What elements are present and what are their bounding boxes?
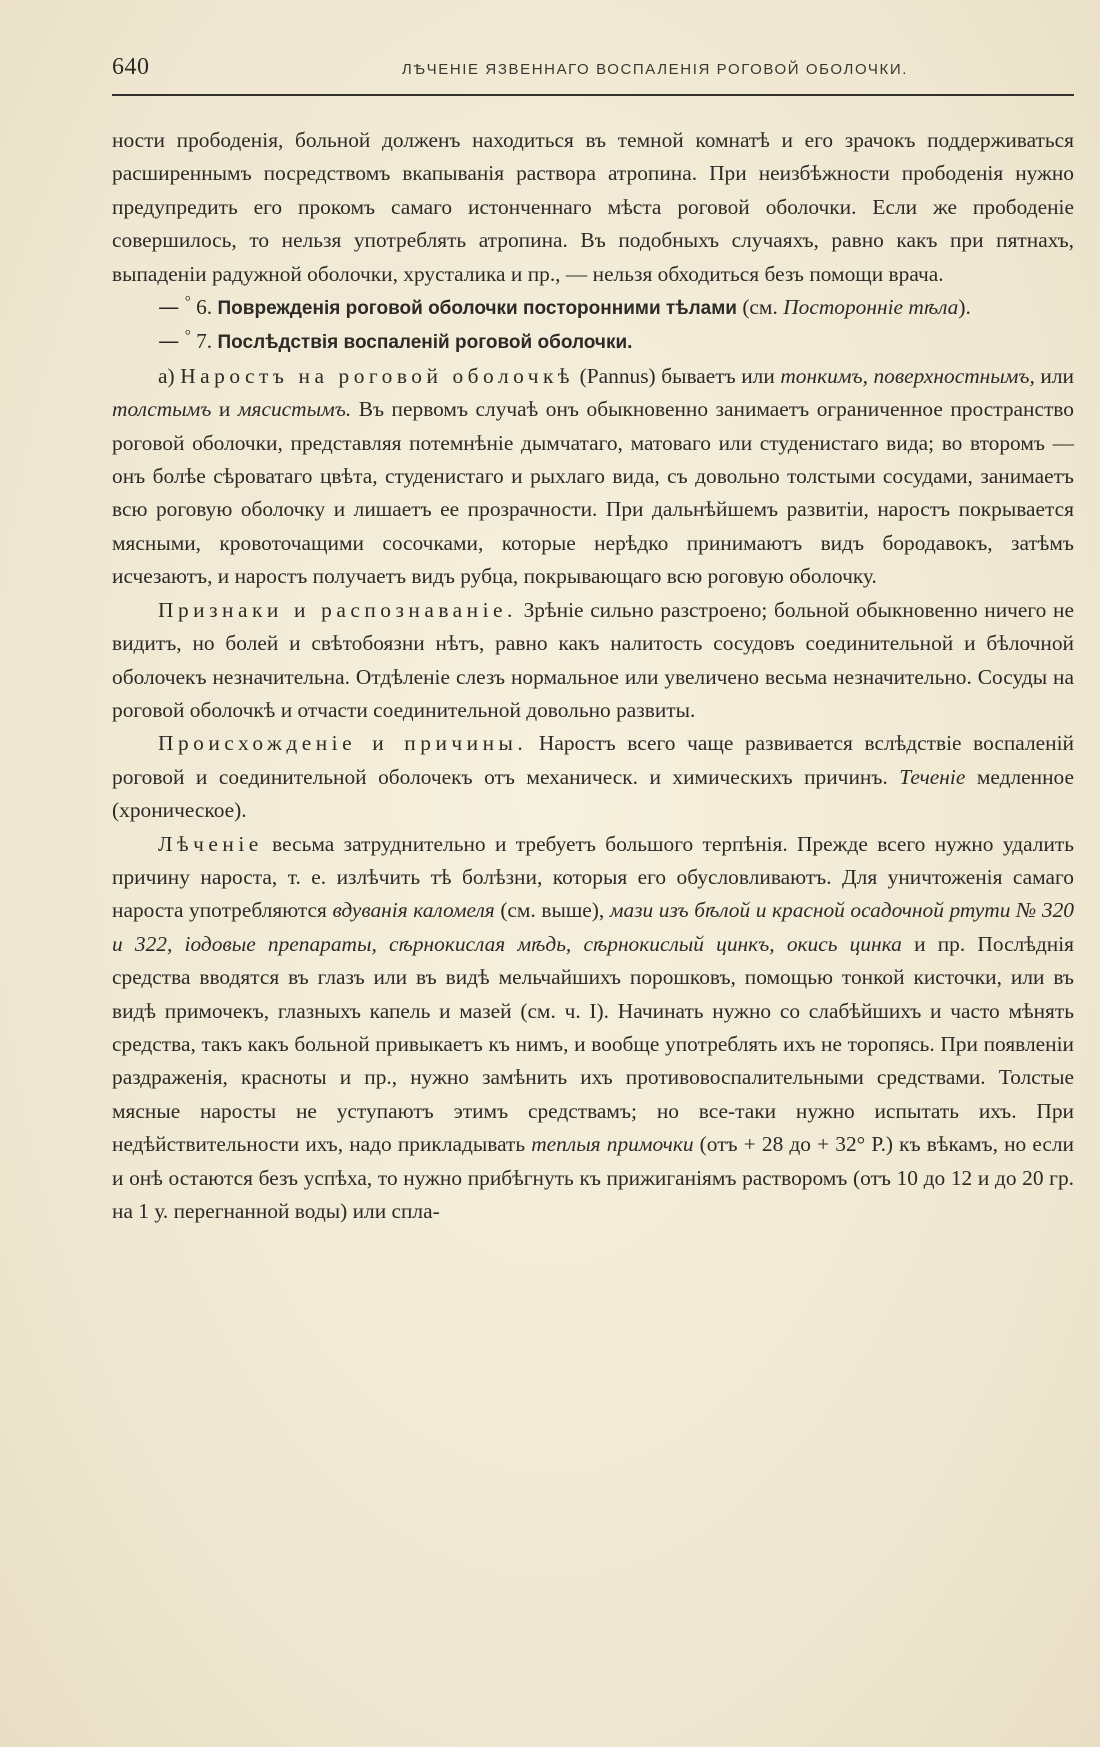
spaced-term: Признаки и распознаваніе. [158,597,517,622]
text-run: (отъ + 28 до + 32° Р.) къ вѣкамъ, но если и онѣ остаются безъ успѣха, то нужно прибѣгнуть къ прижиганіямъ растворомъ (отъ 10 до 12 и до 20 гр. на 1 у. перегнанной воды) или спла- [112,1132,1074,1223]
page-body [112,124,1074,1228]
paragraph-origin [112,727,1074,827]
item-label: а) [158,363,175,388]
degree-mark: ° [184,293,191,310]
spaced-term: Лѣченіе [158,831,263,856]
section-7-heading [112,325,1074,359]
text-run: Наростъ всего чаще развивается вслѣдствіе воспаленій роговой и соединительной оболочекъ отъ механическ. и химическихъ причинъ. [112,731,1074,789]
em-dash: — [158,295,180,321]
text-run: весьма затруднительно и требуетъ большого терпѣнія. Прежде всего нужно удалить причину нароста, т. е. излѣчить тѣ болѣзни, которыя его обусловливаютъ. Для уничтоженія самаго нароста употребляются [112,831,1074,923]
degree-mark: ° [184,328,191,345]
spaced-term: Происхожденіе и причины. [158,731,528,756]
text-run: Зрѣніе сильно разстроено; больной обыкновенно ничего не видитъ, но болей и свѣтобоязни нѣтъ, равно какъ налитость сосудовъ соединительной и бѣлочной оболочекъ незначительна. Отдѣленіе слезъ нормальное или увеличено весьма незначительно. Сосуды на роговой оболочкѣ и отчасти соединительной довольно развиты. [112,597,1074,722]
running-head: ЛѢЧЕНІЕ ЯЗВЕННАГО ВОСПАЛЕНІЯ РОГОВОЙ ОБОЛОЧКИ. [401,61,908,78]
spaced-term: Наростъ на роговой оболочкѣ [180,363,575,388]
italic-term: вдуванія каломеля [332,898,495,923]
text-run: и пр. Послѣднія средства вводятся въ глазъ или въ видѣ мельчайшихъ порошковъ, помощью тонкой кисточки, или въ видѣ примочекъ, глазныхъ капель и мазей (см. ч. I). Начинать нужно со слабѣйшихъ и часто мѣнять средства, такъ какъ больной привыкаетъ къ нимъ, и вообще употреблять ихъ не торопясь. При появленіи раздраженія, красноты и пр., нужно замѣнить ихъ противовоспалительными средствами. Толстые мясные наросты не уступаютъ этимъ средствамъ; но все-таки нужно испытать ихъ. При недѣйствительности ихъ, надо прикладывать [112,931,1074,1157]
section-number: 6. [196,295,213,320]
section-title: Поврежденія роговой оболочки посторонними тѣлами [217,298,737,320]
text-run: Въ первомъ случаѣ онъ обыкновенно занимаетъ ограниченное пространство роговой оболочки, представляя потемнѣніе дымчатаго, матоваго или студенистаго вида; во второмъ — онъ болѣе сѣроватаго цвѣта, студенистаго и рыхлаго вида, съ довольно толстыми сосудами, занимаетъ всю роговую оболочку и лишаетъ ее прозрачности. При дальнѣйшемъ развитіи, наростъ покрывается мясными, кровоточащими сосочками, которые нерѣдко принимаютъ видъ бородавокъ, затѣмъ исчезаютъ, и наростъ получаетъ видъ рубца, покрывающаго всю роговую оболочку. [112,397,1074,589]
italic-term: мази изъ бѣлой и красной осадочной ртути № 320 и 322, іодовые препараты, сѣрнокислая мѣдь, сѣрнокислый цинкъ, окись цинка [112,898,1074,956]
paragraph-continuation: ности прободенія, больной долженъ находиться въ темной комнатѣ и его зрачокъ поддерживаться расширеннымъ посредствомъ вкапыванія раствора атропина. При неизбѣжности прободенія нужно предупредить его прокомъ самаго истонченнаго мѣста роговой оболочки. Если же прободеніе совершилось, то нельзя употреблять атропина. Въ подобныхъ случаяхъ, равно какъ при пятнахъ, выпаденіи радужной оболочки, хрусталика и пр., — нельзя обходиться безъ помощи врача. [112,128,1074,286]
section-6-heading [112,291,1074,325]
section-title: Послѣдствія воспаленій роговой оболочки. [217,332,633,354]
italic-term: мясистымъ. [237,397,352,422]
text-run: (см. выше), [500,898,605,923]
section-number: 7. [196,329,213,354]
text-run: или [1040,363,1074,388]
italic-term: Теченіе [899,764,966,789]
page-header [112,54,1074,96]
reference-open: (см. [742,295,778,320]
text-run: (Pannus) бываетъ или [579,363,775,388]
reference-link: Посторонніе тѣла [783,295,959,320]
italic-term: теплыя примочки [531,1132,694,1157]
text-run: и [218,397,231,422]
italic-term: тонкимъ, поверхностнымъ, [780,363,1035,388]
page-number: 640 [112,54,150,80]
paragraph-treatment [112,828,1074,1229]
em-dash: — [158,329,180,355]
paragraph-signs [112,594,1074,728]
paragraph-pannus [112,360,1074,594]
italic-term: толстымъ [112,397,212,422]
text-run: медленное (хроническое). [112,764,1074,823]
reference-close: ). [958,295,971,320]
